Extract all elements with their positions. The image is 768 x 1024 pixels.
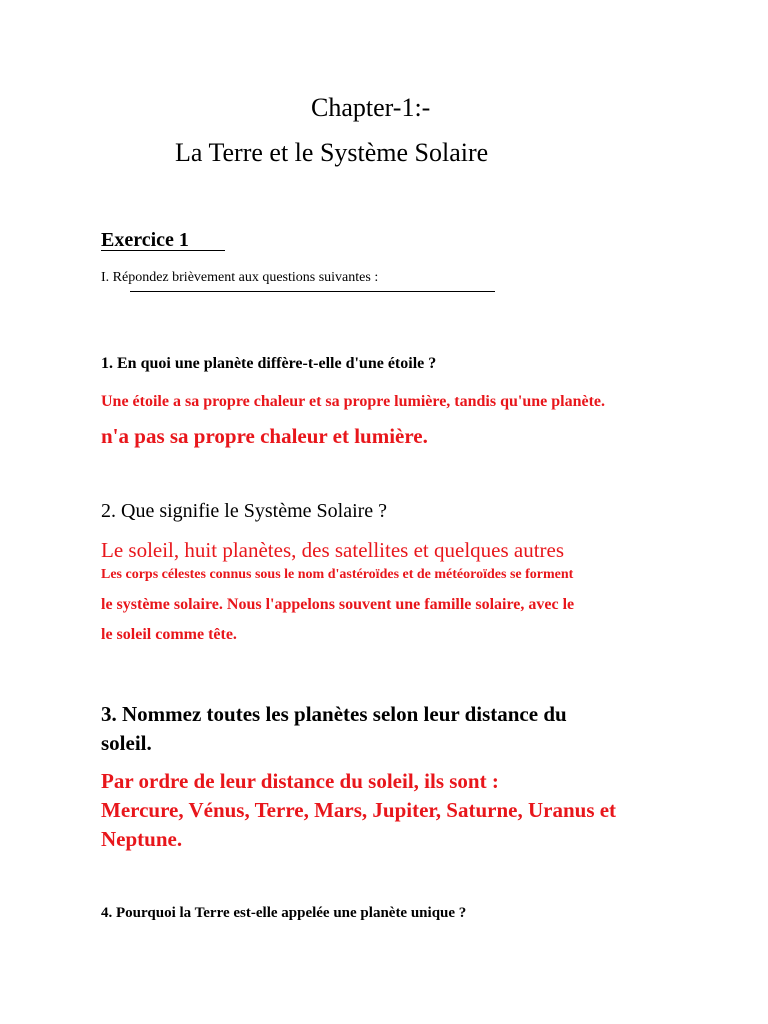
answer-2-line-4: le soleil comme tête. [101,626,237,643]
question-3-line-2: soleil. [101,731,152,755]
chapter-title: Chapter-1:- [311,93,431,122]
answer-3-line-2: Mercure, Vénus, Terre, Mars, Jupiter, Saturne, Uranus et [101,798,617,822]
chapter-subtitle: La Terre et le Système Solaire [175,138,489,167]
answer-1-line-1: Une étoile a sa propre chaleur et sa propre lumière, tandis qu'une planète. [101,393,606,410]
question-4: 4. Pourquoi la Terre est-elle appelée une planète unique ? [101,905,467,921]
instruction-rule [130,291,495,292]
question-3-line-1: 3. Nommez toutes les planètes selon leur distance du [101,702,567,726]
answer-2-line-3: le système solaire. Nous l'appelons souvent une famille solaire, avec le [101,596,575,613]
question-2: 2. Que signifie le Système Solaire ? [101,500,388,522]
answer-3-line-3: Neptune. [101,827,183,851]
answer-2-line-2: Les corps célestes connus sous le nom d'astéroïdes et de météoroïdes se forment [101,567,574,582]
question-1: 1. En quoi une planète diffère-t-elle d'une étoile ? [101,355,437,372]
answer-3-line-1: Par ordre de leur distance du soleil, ils sont : [101,769,499,793]
exercise-instruction: I. Répondez brièvement aux questions suivantes : [101,270,379,285]
answer-2-line-1: Le soleil, huit planètes, des satellites et quelques autres [101,538,565,562]
answer-1-line-2: n'a pas sa propre chaleur et lumière. [101,424,428,448]
exercise-underline [101,250,225,251]
exercise-heading: Exercice 1 [101,229,189,251]
